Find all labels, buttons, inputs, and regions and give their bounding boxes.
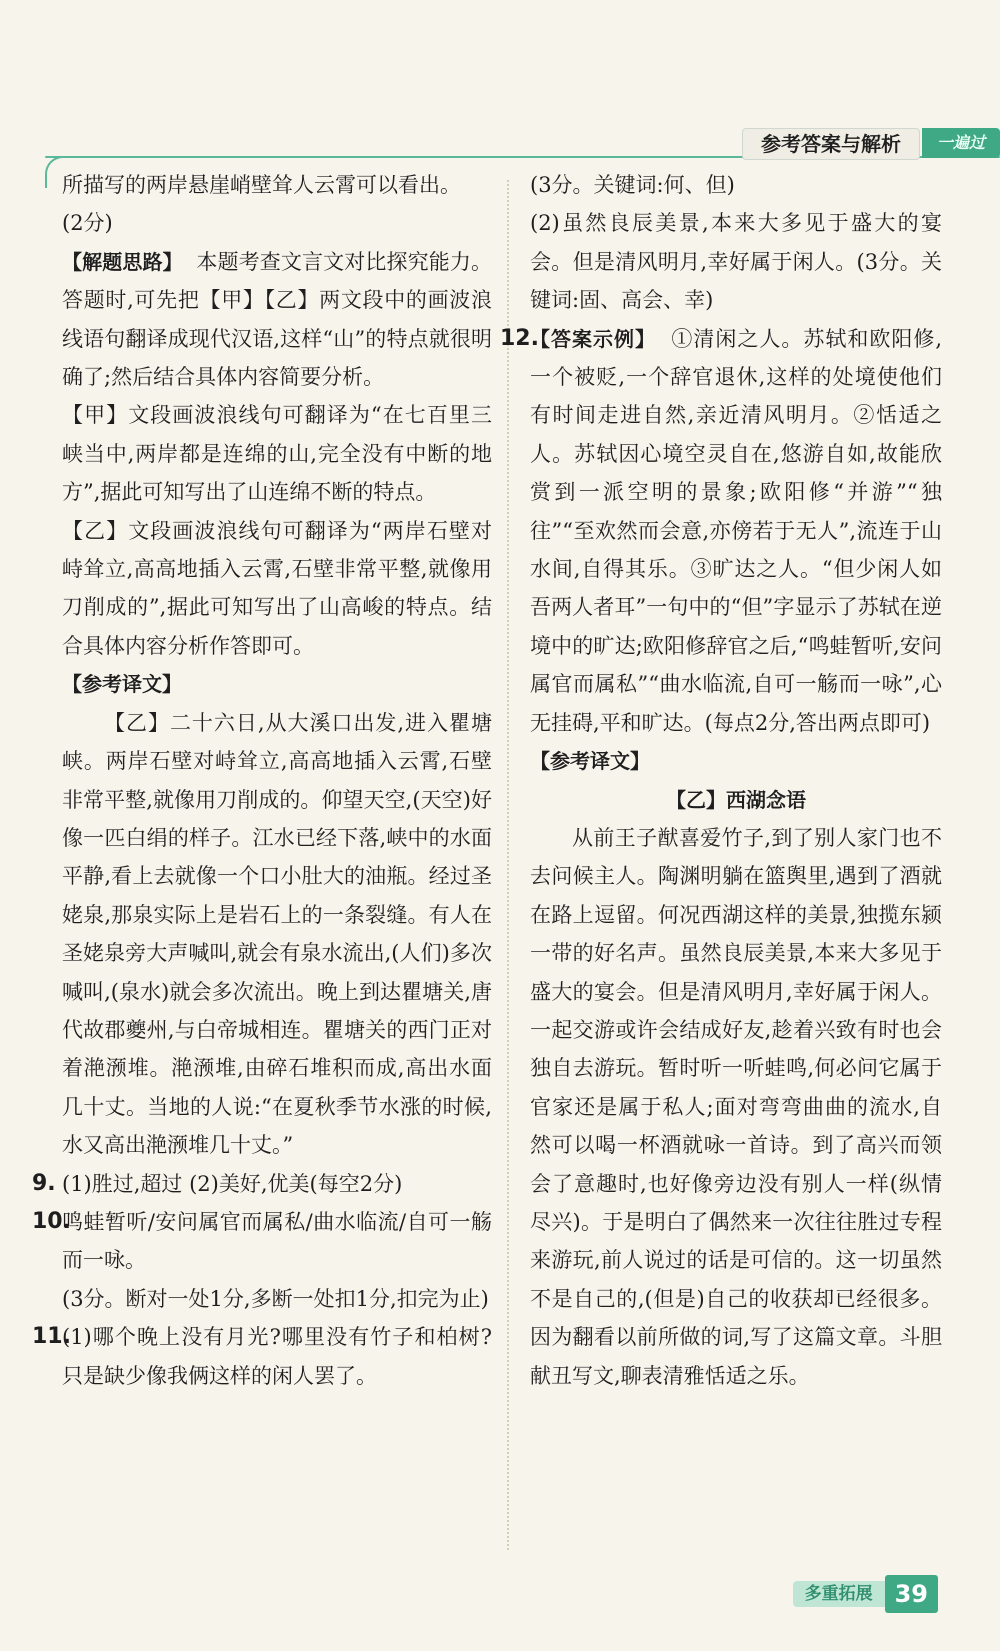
text-line: 所描写的两岸悬崖峭壁耸人云霄可以看出。 [62,173,461,197]
translation-label: 【参考译文】 [62,672,182,697]
question-answer: (1)胜过,超过 (2)美好,优美(每空2分) [62,1171,403,1196]
analysis-label: 【解题思路】 [62,249,183,274]
analysis-paragraph [62,243,492,397]
question-answer [530,320,942,742]
header-title: 参考答案与解析 [742,128,920,160]
question-11 [32,1318,492,1395]
translation-text: 从前王子猷喜爱竹子,到了别人家门也不去问候主人。陶渊明躺在篮舆里,遇到了酒就在路上逗留。何况西湖这样的美景,独揽东颍一带的好名声。虽然良辰美景,本来大多见于盛大的宴会。但是清风明月,幸好属于闲人。一起交游或许会结成好友,趁着兴致有时也会独自去游玩。暂时听一听蛙鸣,何必问它属于官家还是属于私人;面对弯弯曲曲的流水,自然可以喝一杯酒就咏一首诗。到了高兴而领会了意趣时,也好像旁边没有别人一样(纵情尽兴)。于是明白了偶然来一次往往胜过专程来游玩,前人说过的话是可信的。这一切虽然不是自己的,(但是)自己的收获却已经很多。因为翻看以前所做的词,写了这篇文章。斗胆献丑写文,聊表清雅恬适之乐。 [530,825,942,1388]
question-12 [500,320,943,742]
score-note: (3分。关键词:何、但) [530,173,735,197]
score-note: (3分。断对一处1分,多断一处扣1分,扣完为止) [62,1286,489,1311]
question-number: 10. [32,1208,71,1234]
page-header [45,128,1000,168]
question-answer: (1)哪个晚上没有月光?哪里没有竹子和柏树?只是缺少像我俩这样的闲人罢了。 [62,1325,492,1388]
analysis-text: 本题考查文言文对比探究能力。答题时,可先把【甲】【乙】两文段中的画波浪线语句翻译成现代汉语,这样“山”的特点就很明确了;然后结合具体内容简要分析。 [62,249,493,390]
right-column [500,166,943,1395]
question-10 [32,1203,492,1318]
page-footer [793,1575,938,1613]
translation-title: 【乙】西湖念语 [666,787,806,812]
footer-label: 多重拓展 [793,1581,885,1607]
question-number: 9. [32,1170,56,1196]
translation-text: 【乙】二十六日,从大溪口出发,进入瞿塘峡。两岸石壁对峙耸立,高高地插入云霄,石壁非常平整,就像用刀削成的。仰望天空,(天空)好像一匹白绢的样子。江水已经下落,峡中的水面平静,看上去就像一个口小肚大的油瓶。经过圣姥泉,那泉实际上是岩石上的一条裂缝。有人在圣姥泉旁大声喊叫,就会有泉水流出,(人们)多次喊叫,(泉水)就会多次流出。晚上到达瞿塘关,唐代故郡夔州,与白帝城相连。瞿塘关的西门正对着滟滪堆。滟滪堆,由碎石堆积而成,高出水面几十丈。当地的人说:“在夏秋季节水涨的时候,水又高出滟滪堆几十丈。” [62,710,492,1158]
question-answer: 鸣蛙暂听/安问属官而属私/曲水临流/自可一觞而一咏。 [62,1209,492,1273]
answer-example-label: 【答案示例】 [530,326,656,351]
question-number: 12. [500,325,539,351]
left-column [32,166,493,1395]
brand-logo: 一遍过 [922,128,1000,158]
question-number: 11. [32,1324,71,1350]
answer-paragraph: (2)虽然良辰美景,本来大多见于盛大的宴会。但是清风明月,幸好属于闲人。(3分。关键词:固、高会、幸) [530,211,942,313]
yi-paragraph: 【乙】文段画波浪线句可翻译为“两岸石壁对峙耸立,高高地插入云霄,石壁非常平整,就像用刀削成的”,据此可知写出了山高峻的特点。结合具体内容分析作答即可。 [62,518,492,658]
translation-label: 【参考译文】 [530,749,650,774]
question-9 [32,1165,492,1203]
answer-example-text: ①清闲之人。苏轼和欧阳修,一个被贬,一个辞官退休,这样的处境使他们有时间走进自然,亲近清风明月。②恬适之人。苏轼因心境空灵自在,悠游自如,故能欣赏到一派空明的景象;欧阳修“并游”“独往”“至欢然而会意,亦傍若于无人”,流连于山水间,自得其乐。③旷达之人。“但少闲人如吾两人者耳”一句中的“但”字显示了苏轼在逆境中的旷达;欧阳修辞官之后,“鸣蛙暂听,安问属官而属私”“曲水临流,自可一觞而一咏”,心无挂碍,平和旷达。(每点2分,答出两点即可) [530,326,943,735]
score-note: (2分) [62,211,113,236]
page-number: 39 [885,1575,938,1613]
jia-paragraph: 【甲】文段画波浪线句可翻译为“在七百里三峡当中,两岸都是连绵的山,完全没有中断的地方”,据此可知写出了山连绵不断的特点。 [62,403,492,505]
